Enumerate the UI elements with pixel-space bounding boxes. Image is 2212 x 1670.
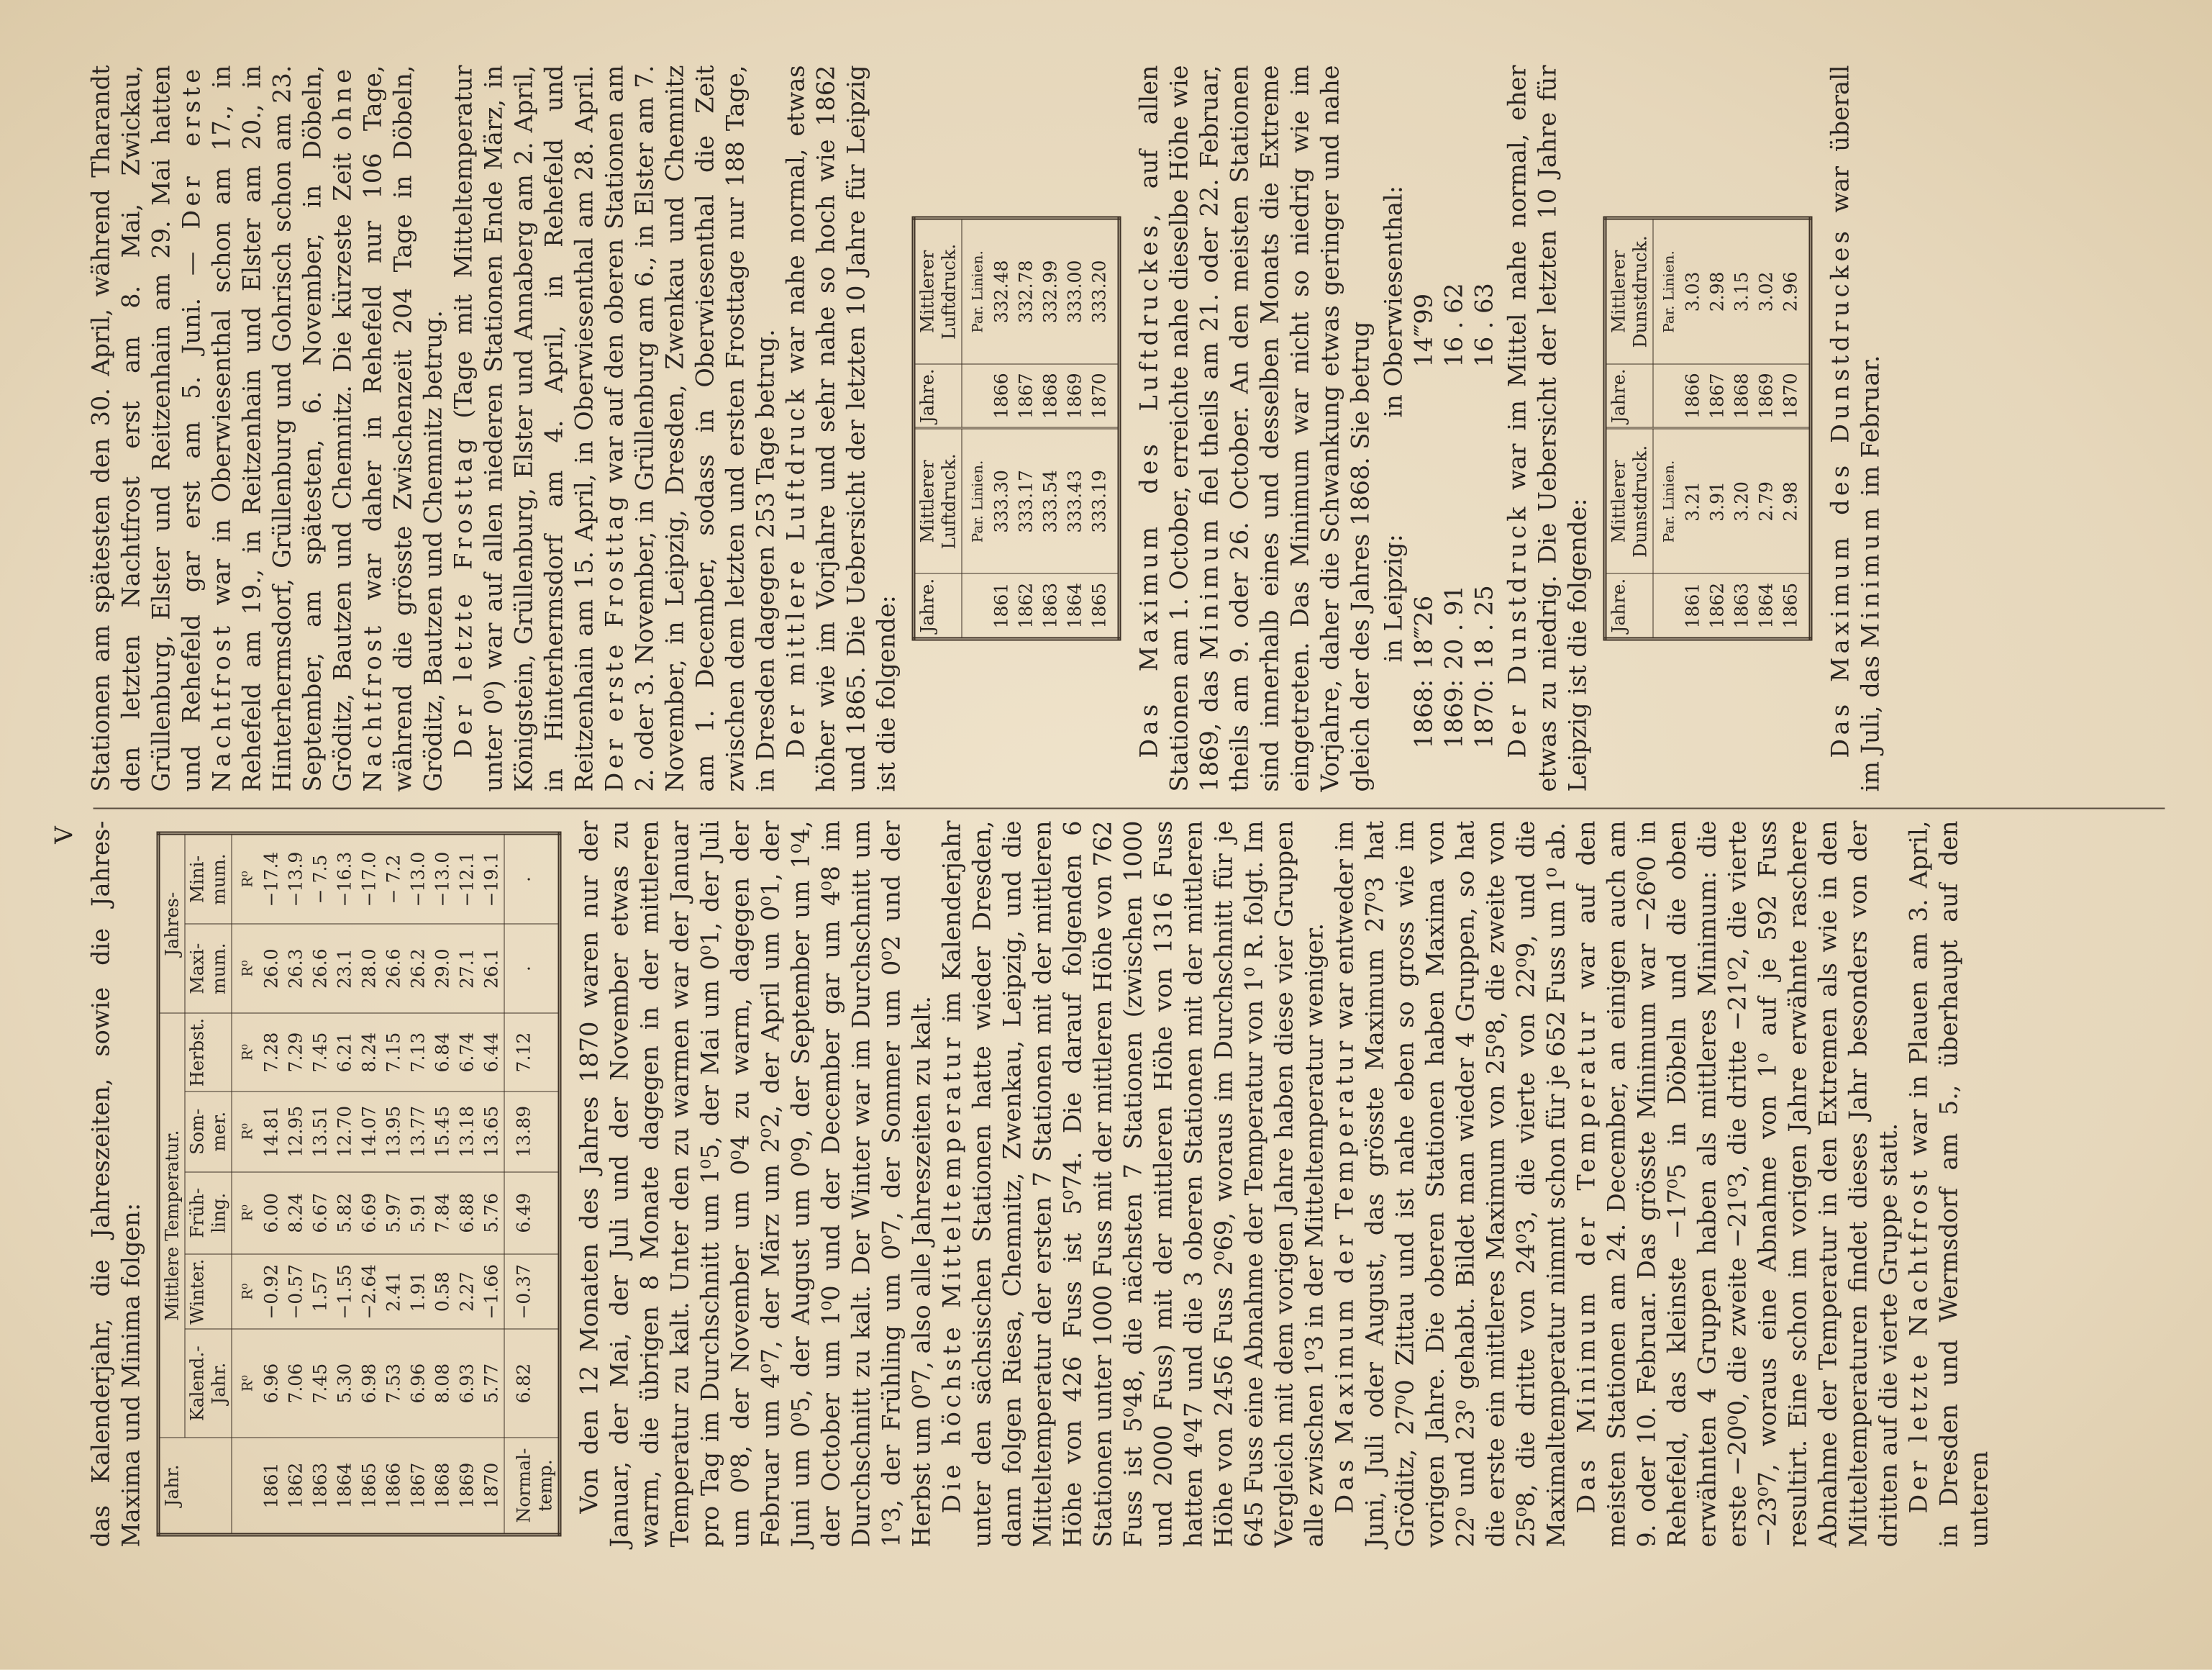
th-min: Mini-mum. (185, 833, 232, 924)
paragraph-text: war daher in Rehefeld nur 106 Tage, während die grösste Zwischenzeit 204 Tage in Döbeln, Gröditz, Bautzen und Chemnitz betrug. (358, 65, 447, 792)
table-row (406, 833, 431, 1535)
paragraph (1572, 821, 1904, 1548)
th-year: Jahre. (1605, 573, 1653, 639)
table-cell: 2.79 (1754, 429, 1779, 574)
table-row (455, 833, 480, 1535)
table-cell: 23.1 (333, 924, 358, 1013)
table-cell: −13.9 (284, 833, 309, 924)
table-cell: 13.65 (480, 1092, 505, 1172)
formula-value: 16 . 63 (1470, 283, 1498, 368)
table-cell: 1865 (1780, 582, 1801, 629)
table-cell: 333.54 (1039, 429, 1063, 574)
table-cell: −0.92 (260, 1254, 284, 1329)
table-row (990, 218, 1014, 639)
paragraph (781, 65, 902, 792)
unit-cell: R⁰ (232, 1254, 260, 1329)
spaced-heading: Das Maximum des Luftdruckes (1134, 221, 1163, 758)
table-cell: 13.18 (455, 1092, 480, 1172)
table-cell: 5.76 (480, 1172, 505, 1254)
table-cell: −2.64 (358, 1254, 382, 1329)
table-cell: −13.0 (431, 833, 455, 924)
spaced-heading: Minimum (1195, 516, 1224, 661)
table-cell: 1861 (991, 582, 1012, 629)
table-cell: 1866 (990, 364, 1014, 429)
table-cell: 26.3 (284, 924, 309, 1013)
table-cell: 1869 (1754, 364, 1779, 429)
spaced-heading: Der Dunstdruck (1503, 503, 1531, 758)
table-row (1014, 218, 1039, 639)
table-cell: 1.57 (309, 1254, 333, 1329)
table-cell: 1868 (1730, 364, 1754, 429)
table-cell: −19.1 (480, 833, 505, 924)
normal-row (504, 833, 560, 1535)
unit-cell: R⁰ (232, 1013, 260, 1091)
formula-value: 20 . 91 (1439, 585, 1468, 670)
table-row (1730, 218, 1754, 639)
table-cell: 6.21 (333, 1013, 358, 1091)
paragraph-text: (Tage mit Mitteltemperatur unter 0⁰) war auf allen niederen Stationen Ende März, in Königstein, Grüllenburg, Elster und Annaberg am 2. April, in Hinterhermsdorf am 4. April, in Rehefeld und Reitzenhain am 15. April, in Oberwiesenthal am 28. April. (449, 65, 598, 792)
table-cell: 1869 (456, 1462, 478, 1509)
table-cell: 6.74 (455, 1013, 480, 1091)
spaced-heading: Der erste Frosttag (600, 492, 629, 792)
th-year: Jahr. (158, 1438, 232, 1535)
table-cell: 1864 (334, 1462, 355, 1509)
table-cell: 7.13 (406, 1013, 431, 1091)
table-row (1088, 218, 1120, 639)
table-row (480, 833, 505, 1535)
right-column (86, 65, 1886, 792)
table-cell: 332.78 (1014, 218, 1039, 364)
table-cell: 3.20 (1730, 429, 1754, 574)
table-cell: . (504, 833, 560, 924)
table-cell: 1867 (407, 1462, 429, 1509)
table-row (333, 833, 358, 1535)
paragraph-text: war entweder im Juni, Juli oder August, das grösste Maximum 27⁰3 hat Gröditz, 27⁰0 Zittau und ist nahe eben so gross wie im vorigen Jahre. Die oberen Stationen haben Maxima von 22⁰ und 23⁰ gehabt. Bildet man wieder 4 Gruppen, so hat die erste ein mittleres Maximum von 25⁰8, die zweite von 25⁰8, die dritte von 24⁰3, die vierte von 22⁰9, und die Maximaltemperatur nimmt schon für je 652 Fuss um 1⁰ ab. (1330, 820, 1570, 1548)
spaced-heading: Der erste Nachtfrost (177, 65, 236, 792)
table-cell: −1.66 (480, 1254, 505, 1329)
table-row (1754, 218, 1779, 639)
th-value: Mittlerer Luftdruck. (914, 218, 962, 364)
table-cell: 5.82 (333, 1172, 358, 1254)
spaced-heading: Das Maximum des Dunstdruckes (1826, 227, 1854, 758)
table-row (1063, 218, 1088, 639)
table-cell: 29.0 (431, 924, 455, 1013)
unit-cell: R⁰ (232, 924, 260, 1013)
table-cell: 1865 (1088, 582, 1110, 629)
table-cell: 1863 (1039, 582, 1061, 629)
table-cell: 2.98 (1706, 218, 1730, 364)
table-cell: 26.1 (480, 924, 505, 1013)
temperature-table (157, 832, 562, 1537)
unit-cell: Par. Linien. (962, 429, 990, 574)
th-summer: Som-mer. (185, 1092, 232, 1172)
paragraph (1904, 821, 1995, 1548)
table-cell: 1866 (1681, 364, 1706, 429)
table-row (358, 833, 382, 1535)
unit-cell: Par. Linien. (962, 218, 990, 364)
unit-cell: Par. Linien. (1653, 218, 1681, 364)
formula-value: 18‴26 (1409, 595, 1438, 670)
table-cell: 0.58 (431, 1254, 455, 1329)
table-cell: 6.88 (455, 1172, 480, 1254)
th-group: Mittlere Temperatur. (158, 1013, 185, 1438)
table-cell: 2.27 (455, 1254, 480, 1329)
table-cell: 27.1 (455, 924, 480, 1013)
table-cell: 6.96 (260, 1329, 284, 1438)
table-cell: 2.96 (1779, 218, 1811, 364)
table-cell: 5.77 (480, 1329, 505, 1438)
table-cell: 3.91 (1706, 429, 1730, 574)
paragraph-text: , auf allen Stationen am 1. October, erreichte nahe dieselbe Höhe wie 1869, das (1134, 65, 1224, 792)
paragraph (1503, 65, 1593, 792)
table-cell: 1861 (260, 1462, 282, 1509)
formula-value: 16 . 62 (1439, 283, 1468, 368)
paragraph-text: Stationen am spätesten den 30. April, während Tharandt den letzten Nachtfrost erst am 8. Mai, Zwickau, Grüllenburg, Elster und Reitzenhain am 29. Mai hatten und Rehefeld gar erst am 5. Juni. — (86, 65, 206, 792)
table-cell: 5.97 (382, 1172, 406, 1254)
table-cell: 6.00 (260, 1172, 284, 1254)
spaced-heading: ohne Nachtfrost (328, 65, 387, 792)
table-cell: 1863 (309, 1462, 331, 1509)
table-cell: 6.67 (309, 1172, 333, 1254)
table-cell: 1867 (1706, 364, 1730, 429)
table-cell: 3.02 (1754, 218, 1779, 364)
table-cell: 1866 (383, 1462, 404, 1509)
table-cell: 7.12 (504, 1013, 560, 1091)
formula-head: in Leipzig: (1379, 534, 1408, 663)
table-cell: 6.44 (480, 1013, 505, 1091)
table-cell: 1865 (358, 1462, 380, 1509)
th-annual: Jahres- (158, 833, 185, 1013)
th-max: Maxi-mum. (185, 924, 232, 1013)
table-cell: −0.57 (284, 1254, 309, 1329)
table-cell: 1864 (1755, 582, 1777, 629)
table-row (260, 833, 284, 1535)
paragraph-text: war auf den oberen Stationen am 2. oder 3. November, in Grüllenburg am 6., in Elster am 7. November, in Leipzig, Dresden, Zwenkau und Chemnitz am 1. December, sodass in Oberwiesenthal die Zeit zwischen dem letzten und ersten Frosttage nur 188 Tage, in Dresden dagegen 253 Tage betrug. (600, 65, 780, 792)
table-cell: 1862 (285, 1462, 306, 1509)
table-cell: −0.37 (504, 1254, 560, 1329)
table-row (309, 833, 333, 1535)
column-divider (94, 808, 2165, 809)
page-number: V (50, 826, 79, 844)
unit-cell: Par. Linien. (1653, 429, 1681, 574)
table-cell: −16.3 (333, 833, 358, 924)
table-cell: 14.07 (358, 1092, 382, 1172)
table-cell: − 7.5 (309, 833, 333, 924)
table-cell: 333.43 (1063, 429, 1088, 574)
table-cell: −17.0 (358, 833, 382, 924)
table-cell: 1870 (481, 1462, 502, 1509)
table-cell: 333.17 (1014, 429, 1039, 574)
left-column (86, 821, 1995, 1548)
paragraph (1330, 821, 1572, 1548)
table-row (284, 833, 309, 1535)
th-year: Jahre. (914, 573, 962, 639)
table-cell: 1.91 (406, 1254, 431, 1329)
formula-head: in Oberwiesenthal: (1379, 185, 1408, 418)
table-cell: 7.06 (284, 1329, 309, 1438)
table-cell: 3.21 (1681, 429, 1706, 574)
paragraph: Von den 12 Monaten des Jahres 1870 waren nur der Januar, der Mai, der Juli und der November etwas zu warm, die übrigen 8 Monate dagegen in der mittleren Temperatur zu kalt. Unter den zu warmen war der Januar pro Tag im Durchschnitt um 1⁰5, der Mai um 0⁰1, der Juli um 0⁰8, der November um 0⁰4 zu warm, dagegen der Februar um 4⁰7, der März um 2⁰2, der April um 0⁰1, der Juni um 0⁰5, der August um 0⁰9, der September um 1⁰4, der October um 1⁰0 und der December gar um 4⁰8 im Durchschnitt zu kalt. Der Winter war im Durchschnitt um 1⁰3, der Frühling um 0⁰7, der Sommer um 0⁰2 und der Herbst um 0⁰7, also alle Jahreszeiten zu kalt. (575, 820, 936, 1548)
paragraph (937, 821, 1330, 1548)
table-cell: 2.98 (1779, 429, 1811, 574)
table-cell: 6.82 (504, 1329, 560, 1438)
pressure-range-list (1379, 65, 1500, 792)
table-cell: −13.0 (406, 833, 431, 924)
spaced-heading: Der letzte Nachtfrost (1904, 1166, 1933, 1514)
paragraph-text: im Kalenderjahr unter den sächsischen Stationen hatte wieder Dresden, dann folgen Riesa, Chemnitz, Zwenkau, Leipzig, und die Mitteltemperatur der ersten 7 Stationen mit der mittleren Höhe von 426 Fuss ist 5⁰74. Die darauf folgenden 6 Stationen unter 1000 Fuss mit der mittleren Höhe von 762 Fuss ist 5⁰48, die nächsten 7 Stationen (zwischen 1000 und 2000 Fuss) mit der mittleren Höhe von 1316 Fuss hatten 4⁰47 und die 3 oberen Stationen mit der mittleren Höhe von 2456 Fuss 2⁰69, woraus im Durchschnitt für je 645 Fuss eine Abnahme der Temperatur von 1⁰ R. folgt. Im Vergleich mit dem vorigen Jahre haben diese vier Gruppen alle zwischen 1⁰3 in der Mitteltemperatur weniger. (937, 820, 1329, 1548)
spaced-heading: Minimum (1856, 504, 1885, 648)
table-cell: −12.1 (455, 833, 480, 924)
th-spring: Früh-ling. (185, 1172, 232, 1254)
table-cell: 333.19 (1088, 429, 1120, 574)
table-cell: 333.30 (990, 429, 1014, 574)
table-cell: 1867 (1014, 364, 1039, 429)
formula-value: 18 . 25 (1470, 585, 1498, 670)
table-cell: 7.28 (260, 1013, 284, 1091)
table-cell: 28.0 (358, 924, 382, 1013)
spaced-heading: Der letzte Frosttag (449, 435, 478, 758)
table-cell: −1.55 (333, 1254, 358, 1329)
table-cell: 7.53 (382, 1329, 406, 1438)
table-cell: 333.00 (1063, 218, 1088, 364)
formula-year: 1870: (1470, 679, 1498, 749)
table-row (382, 833, 406, 1535)
th-calendar: Kalend.-Jahr. (185, 1329, 232, 1438)
table-cell: 12.95 (284, 1092, 309, 1172)
table-row (1706, 218, 1730, 639)
th-value: Mittlerer Dunstdruck. (1605, 429, 1653, 574)
table-cell: 6.69 (358, 1172, 382, 1254)
paragraph (449, 65, 781, 792)
paragraph-text: war nahe normal, etwas höher wie im Vorjahre und sehr nahe so hoch wie 1862 und 1865. Die Uebersicht der letzten 10 Jahre für Leipzig ist die folgende: (781, 65, 901, 792)
table-cell: 332.99 (1039, 218, 1063, 364)
table-cell: 7.84 (431, 1172, 455, 1254)
th-value: Mittlerer Luftdruck. (914, 429, 962, 574)
unit-cell: R⁰ (232, 1329, 260, 1438)
formula-year: 1869: (1439, 679, 1468, 749)
table-cell: 1870 (1779, 364, 1811, 429)
table-cell: 7.45 (309, 1329, 333, 1438)
unit-cell: R⁰ (232, 833, 260, 924)
table-cell: 333.20 (1088, 218, 1120, 364)
paragraph (1826, 65, 1886, 792)
table-row (1779, 218, 1811, 639)
formula-row (1439, 65, 1470, 749)
table-cell: 1862 (1706, 582, 1728, 629)
table-cell: 15.45 (431, 1092, 455, 1172)
paragraph-text: war überall im Juli, das (1826, 65, 1885, 792)
table-row (1039, 218, 1063, 639)
spaced-heading: Das Minimum der Temperatur (1572, 1008, 1601, 1514)
th-year: Jahre. (1605, 364, 1653, 429)
formula-value: 14‴99 (1409, 293, 1438, 368)
table-cell: 8.08 (431, 1329, 455, 1438)
table-cell: 3.15 (1730, 218, 1754, 364)
table-cell: 1868 (432, 1462, 453, 1509)
table-cell: 1868 (1039, 364, 1063, 429)
spaced-heading: Der mittlere Luftdruck (781, 385, 810, 758)
table-cell: 13.51 (309, 1092, 333, 1172)
unit-cell: R⁰ (232, 1172, 260, 1254)
table-cell: 13.95 (382, 1092, 406, 1172)
table-cell: 14.81 (260, 1092, 284, 1172)
table-cell: 12.70 (333, 1092, 358, 1172)
table-cell: 8.24 (358, 1013, 382, 1091)
table-cell: −17.4 (260, 833, 284, 924)
paragraph-text: fiel theils am 21. oder 22. Februar, theils am 9. oder 26. October. An den meisten Stationen sind innerhalb eines und desselben Monats die Extreme eingetreten. Das Minimum war nicht so niedrig wie im Vorjahre, daher die Schwankung etwas geringer und nahe gleich der des Jahres 1868. Sie betrug (1195, 65, 1375, 792)
spaced-heading: Das Maximum der Temperatur (1330, 1037, 1359, 1514)
table-cell: 3.03 (1681, 218, 1706, 364)
table-cell: 8.24 (284, 1172, 309, 1254)
table-cell: 1862 (1015, 582, 1037, 629)
table-cell: 13.89 (504, 1092, 560, 1172)
table-cell: 2.41 (382, 1254, 406, 1329)
vapor-table (1603, 217, 1813, 641)
paragraph-text: war in Oberwiesenthal schon am 17., in Rehefeld am 19., in Reitzenhain und Elster am 20., in Hinterhermsdorf, Grüllenburg und Gohrisch schon am 23. September, am spätesten, 6. November, in Döbeln, Gröditz, Bautzen und Chemnitz. Die kürzeste Zeit (207, 65, 357, 792)
th-year: Jahre. (914, 364, 962, 429)
table-cell: 7.29 (284, 1013, 309, 1091)
unit-cell: R⁰ (232, 1092, 260, 1172)
th-value: Mittlerer Dunstdruck. (1605, 218, 1653, 364)
table-cell: 6.49 (504, 1172, 560, 1254)
table-cell: 26.2 (406, 924, 431, 1013)
table-cell: 7.15 (382, 1013, 406, 1091)
table-cell: 6.93 (455, 1329, 480, 1438)
pressure-table (912, 217, 1121, 641)
th-winter: Winter. (185, 1254, 232, 1329)
table-cell: 1870 (1088, 364, 1120, 429)
paragraph-text: war auf den meisten Stationen am 24. December, an einigen auch am 9. oder 10. Februar. Das grösste Minimum war −26⁰0 in Rehefeld, das kleinste −17⁰5 in Döbeln und die oben erwähnten 4 Gruppen haben als mittleres Minimum: die erste −20⁰0, die zweite −21⁰3, die dritte −21⁰2, die vierte −23⁰7, woraus eine Abnahme von 1⁰ auf je 592 Fuss resultirt. Eine schon im vorigen Jahre erwähnte raschere Abnahme der Temperatur in den Extremen als wie in den Mitteltemperaturen findet dieses Jahr besonders von der dritten auf die vierte Gruppe statt. (1572, 820, 1903, 1548)
table-row (431, 833, 455, 1535)
table-cell: 332.48 (990, 218, 1014, 364)
table-cell: − 7.2 (382, 833, 406, 924)
table-cell: 26.6 (309, 924, 333, 1013)
paragraph-text: war in Plauen am 3. April, in Dresden und Wermsdorf am 5., überhaupt auf den unteren (1904, 820, 1993, 1548)
table-cell: 13.77 (406, 1092, 431, 1172)
rotated-print (0, 1, 2212, 1670)
table-cell: 1869 (1063, 364, 1088, 429)
table-cell: 6.98 (358, 1329, 382, 1438)
table-cell: 26.6 (382, 924, 406, 1013)
table-cell: . (504, 924, 560, 1013)
table-cell: 6.96 (406, 1329, 431, 1438)
formula-row (1470, 65, 1500, 749)
table-cell: 1861 (1682, 582, 1703, 629)
table-cell: 7.45 (309, 1013, 333, 1091)
paragraph (1134, 65, 1376, 792)
th-autumn: Herbst. (185, 1013, 232, 1091)
table-cell: 5.91 (406, 1172, 431, 1254)
table-cell: 26.0 (260, 924, 284, 1013)
normal-label: Normal-temp. (504, 1438, 560, 1535)
table-cell: 6.84 (431, 1013, 455, 1091)
paragraph-text: im Februar. (1856, 355, 1885, 504)
table-row (1681, 218, 1706, 639)
table-cell: 1864 (1064, 582, 1085, 629)
table-cell: 5.30 (333, 1329, 358, 1438)
intro-text: das Kalenderjahr, die Jahreszeiten, sowie die Jahres-Maxima und Minima folgen: (86, 820, 145, 1548)
paragraph (86, 65, 449, 792)
table-cell: 1863 (1731, 582, 1752, 629)
formula-year: 1868: (1409, 679, 1438, 749)
paragraph-text: war im Mittel nahe normal, eher etwas zu niedrig. Die Uebersicht der letzten 10 Jahre für Leipzig ist die folgende: (1503, 65, 1592, 792)
spaced-heading: Die höchste Mitteltemperatur (937, 1033, 966, 1514)
formula-row (1409, 65, 1439, 749)
